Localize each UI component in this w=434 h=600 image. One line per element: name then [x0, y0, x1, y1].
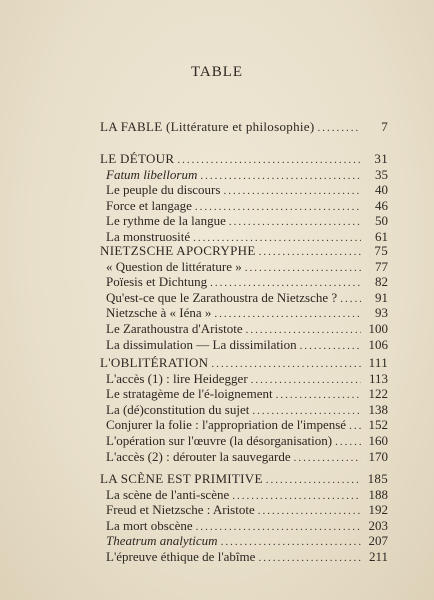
leader-dots — [294, 451, 361, 466]
toc-entry-label: Fatum libellorum — [106, 166, 198, 182]
toc-entry-label: L'épreuve éthique de l'abîme — [106, 548, 256, 564]
leader-dots — [223, 184, 361, 199]
leader-dots — [221, 535, 361, 550]
toc-entry-label: La scène de l'anti-scène — [106, 486, 230, 502]
toc-entry — [100, 291, 388, 307]
toc-entry-label: Poïesis et Dichtung — [106, 274, 208, 290]
leader-dots — [229, 215, 361, 230]
leader-dots — [177, 153, 361, 168]
leader-dots — [195, 200, 361, 215]
toc-page-number: 31 — [374, 151, 388, 166]
toc-page-number: 7 — [381, 119, 388, 134]
toc-heading — [100, 356, 388, 372]
toc-page-number: 192 — [368, 502, 388, 518]
toc-entry — [100, 199, 388, 215]
leader-dots — [245, 261, 361, 276]
leader-dots — [317, 121, 361, 136]
leader-dots — [200, 169, 361, 184]
toc-heading-label: LE DÉTOUR — [100, 151, 175, 166]
toc-page-number: 207 — [368, 533, 388, 549]
toc-heading — [100, 472, 388, 488]
toc-heading-label: NIETZSCHE APOCRYPHE — [100, 243, 256, 258]
toc-section — [100, 472, 388, 566]
toc-entry — [100, 403, 388, 419]
toc-entry-label: « Question de littérature » — [106, 258, 242, 274]
toc-page-number: 111 — [368, 355, 388, 370]
leader-dots — [252, 404, 361, 419]
leader-dots — [259, 245, 361, 260]
toc-entry-label: Conjurer la folie : l'appropriation de l'impensé — [106, 417, 347, 433]
toc-heading — [100, 120, 388, 136]
toc-page-number: 91 — [375, 289, 388, 305]
leader-dots — [276, 388, 361, 403]
toc-entry — [100, 519, 388, 535]
leader-dots — [258, 551, 361, 566]
toc-heading — [100, 244, 388, 260]
leader-dots — [210, 276, 361, 291]
toc-page-number: 138 — [368, 401, 388, 417]
toc-page-number: 211 — [368, 548, 388, 564]
toc-entry — [100, 168, 388, 184]
toc-page-number: 61 — [375, 228, 388, 244]
leader-dots — [211, 357, 361, 372]
toc-page-number: 100 — [368, 320, 388, 336]
toc-page-number: 152 — [368, 417, 388, 433]
toc-entry-label: Nietzsche à « Iéna » — [106, 305, 212, 321]
toc-page-number: 160 — [368, 432, 388, 448]
toc-entry-label: Le rythme de la langue — [106, 213, 226, 229]
leader-dots — [335, 435, 361, 450]
toc-entry-label: Force et langage — [106, 197, 192, 213]
toc-entry — [100, 418, 388, 434]
toc-entry — [100, 450, 388, 466]
toc-page-number: 82 — [375, 274, 388, 290]
toc-page-number: 106 — [368, 336, 388, 352]
toc-heading-label: L'OBLITÉRATION — [100, 355, 209, 370]
leader-dots — [258, 504, 361, 519]
toc-entry-label: L'accès (1) : lire Heidegger — [106, 370, 248, 386]
leader-dots — [232, 489, 361, 504]
toc-entry — [100, 434, 388, 450]
toc-page-number: 203 — [368, 517, 388, 533]
toc-heading-label: LA SCÈNE EST PRIMITIVE — [100, 471, 263, 486]
toc-entry — [100, 503, 388, 519]
leader-dots — [214, 307, 361, 322]
toc-entry-label: L'opération sur l'œuvre (la désorganisation) — [106, 432, 333, 448]
leader-dots — [340, 292, 361, 307]
toc-section — [100, 244, 388, 353]
toc-page-number: 170 — [368, 448, 388, 464]
toc-page-number: 75 — [374, 243, 388, 258]
toc-entry-label: Le Zarathoustra d'Aristote — [106, 320, 243, 336]
toc-page-number: 93 — [375, 305, 388, 321]
leader-dots — [300, 339, 361, 354]
leader-dots — [251, 373, 361, 388]
toc-page-number: 122 — [368, 386, 388, 402]
toc-entry — [100, 387, 388, 403]
toc-page-number: 46 — [375, 197, 388, 213]
toc-entry — [100, 183, 388, 199]
toc-entry — [100, 306, 388, 322]
toc-entry — [100, 275, 388, 291]
toc-heading-label: LA FABLE (Littérature et philosophie) — [100, 119, 315, 134]
toc-entry-label: Le stratagème de l'é-loignement — [106, 386, 273, 402]
toc-page-number: 50 — [375, 213, 388, 229]
toc-page-number: 188 — [368, 486, 388, 502]
toc-entry-label: La (dé)constitution du sujet — [106, 401, 250, 417]
toc-section — [100, 152, 388, 246]
leader-dots — [246, 323, 361, 338]
page-title: TABLE — [190, 64, 244, 80]
leader-dots — [266, 473, 361, 488]
toc-page-number: 77 — [375, 258, 388, 274]
toc-entry-label: La monstruosité — [106, 228, 191, 244]
toc-entry-label: Freud et Nietzsche : Aristote — [106, 502, 255, 518]
toc-page-number: 113 — [368, 370, 388, 386]
toc-entry-label: La dissimulation — La dissimilation — [106, 336, 297, 352]
toc-entry — [100, 550, 388, 566]
toc-entry — [100, 488, 388, 504]
toc-section — [100, 120, 388, 136]
leader-dots — [349, 419, 361, 434]
toc-entry — [100, 338, 388, 354]
toc-entry-label: Le peuple du discours — [106, 182, 221, 198]
toc-page-number: 35 — [375, 166, 388, 182]
toc-section — [100, 356, 388, 465]
toc-entry — [100, 372, 388, 388]
leader-dots — [196, 520, 361, 535]
toc-entry-label: La mort obscène — [106, 517, 193, 533]
toc-entry — [100, 214, 388, 230]
toc-entry-label: Qu'est-ce que le Zarathoustra de Nietzsche ? — [106, 289, 338, 305]
toc-entry-label: Theatrum analyticum — [106, 533, 218, 549]
toc-entry — [100, 534, 388, 550]
toc-page-number: 185 — [367, 471, 388, 486]
toc-page-number: 40 — [375, 182, 388, 198]
toc-entry-label: L'accès (2) : dérouter la sauvegarde — [106, 448, 291, 464]
toc-entry — [100, 322, 388, 338]
toc-entry — [100, 260, 388, 276]
toc-heading — [100, 152, 388, 168]
